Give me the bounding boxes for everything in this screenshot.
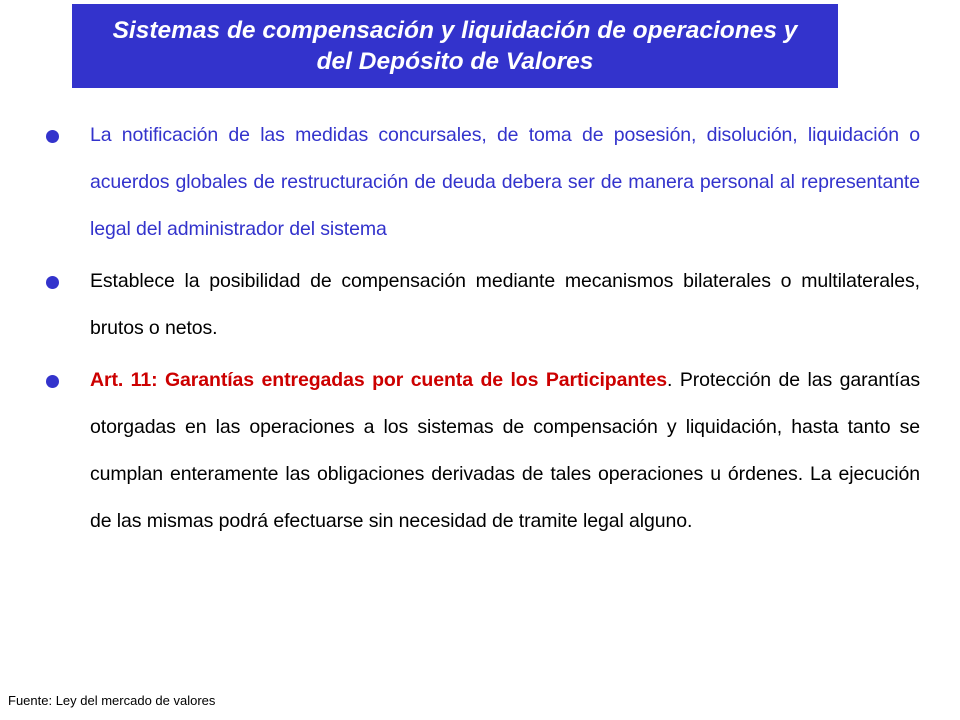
- bullet-item: [40, 112, 920, 253]
- bullet-dot-icon: [46, 130, 59, 143]
- bullet-dot-icon: [46, 375, 59, 388]
- bullet-text: Establece la posibilidad de compensación mediante mecanismos bilaterales o multilaterales, brutos o netos.: [90, 270, 920, 339]
- bullet-item: [40, 258, 920, 352]
- slide-title-banner: [72, 4, 838, 88]
- article-description: . Protección de las garantías otorgadas en las operaciones a los sistemas de compensación y liquidación, hasta tanto se cumplan enteramente las obligaciones derivadas de tales operaciones u órdenes. La ejecución de las mismas podrá efectuarse sin necesidad de tramite legal alguno.: [90, 369, 920, 532]
- bullet-item: [40, 357, 920, 545]
- bullet-text: La notificación de las medidas concursales, de toma de posesión, disolución, liquidación o acuerdos globales de restructuración de deuda debera ser de manera personal al representante legal del administrador del sistema: [90, 124, 920, 240]
- slide-title-line-2: del Depósito de Valores: [316, 48, 594, 75]
- bullet-list: [40, 112, 920, 550]
- slide-title-line-1: Sistemas de compensación y liquidación de operaciones y: [112, 17, 798, 44]
- article-highlight: Art. 11: Garantías entregadas por cuenta de los Participantes: [90, 369, 668, 391]
- bullet-text: [90, 357, 920, 545]
- bullet-dot-icon: [46, 276, 59, 289]
- source-note: Fuente: Ley del mercado de valores: [8, 693, 216, 708]
